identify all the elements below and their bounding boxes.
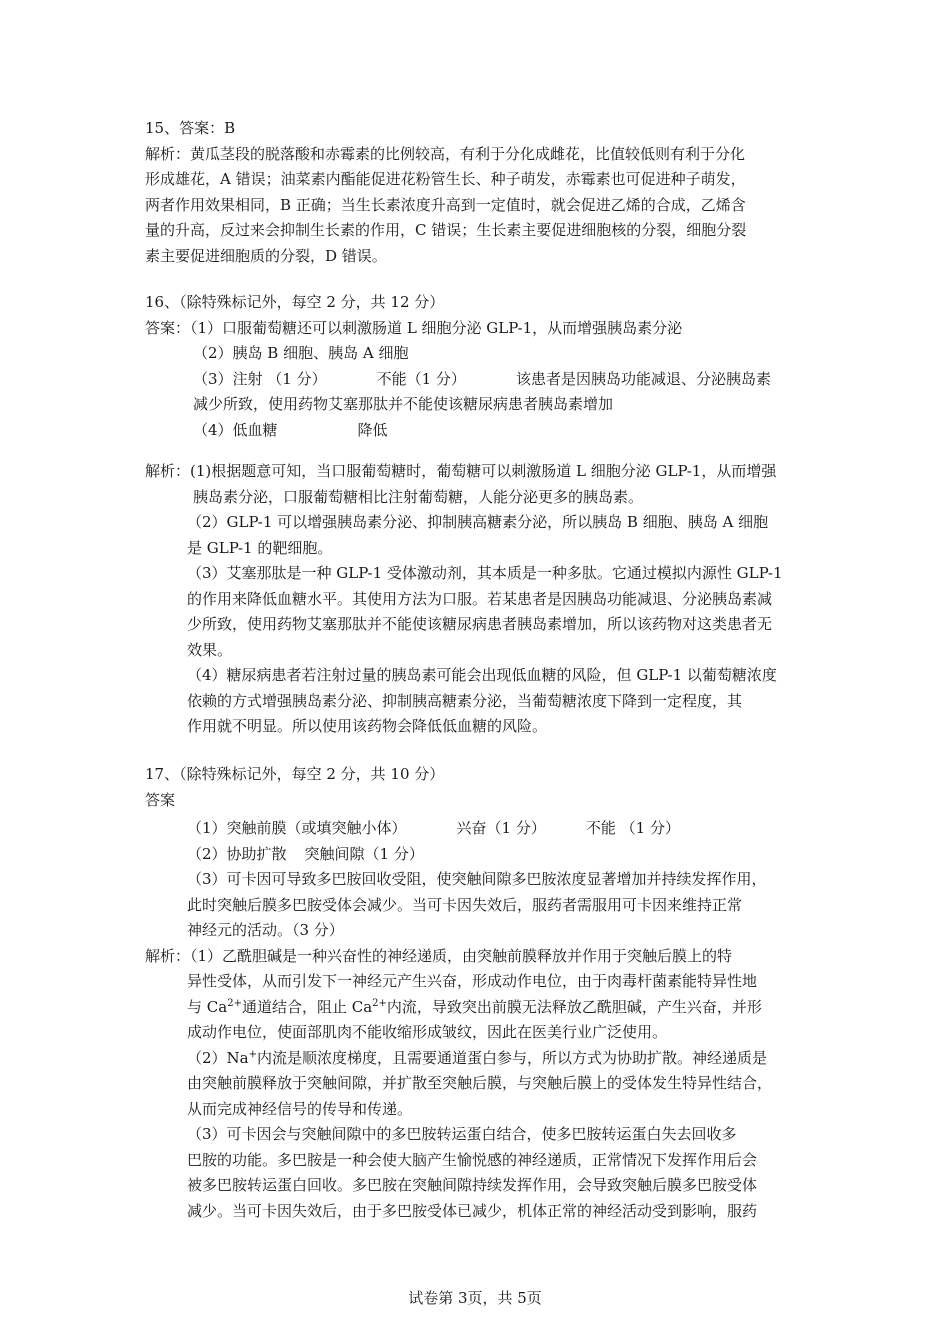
q16-analysis-line: （4）糖尿病患者若注射过量的胰岛素可能会出现低血糖的风险，但 GLP-1 以葡萄糖浓度 bbox=[187, 666, 777, 684]
q16-answer-4-blank-1: （4）低血糖 bbox=[193, 420, 278, 439]
q17-answer-2 bbox=[145, 842, 810, 868]
q17-answer-1 bbox=[145, 816, 810, 842]
q16-analysis-line: 依赖的方式增强胰岛素分泌、抑制胰高糖素分泌，当葡萄糖浓度下降到一定程度，其 bbox=[187, 691, 743, 710]
q16-analysis-line: 少所致，使用药物艾塞那肽并不能使该糖尿病患者胰岛素增加，所以该药物对这类患者无 bbox=[187, 615, 773, 633]
superscript: + bbox=[248, 1048, 258, 1060]
q16-analysis-line: 作用就不明显。所以使用该药物会降低低血糖的风险。 bbox=[187, 717, 548, 735]
q15-analysis-line: 形成雄花，A 错误；油菜素内酯能促进花粉管生长、种子萌发，赤霉素也可促进种子萌发， bbox=[145, 170, 746, 188]
page-footer: 试卷第 3页，共 5页 bbox=[408, 1289, 542, 1307]
superscript: 2+ bbox=[372, 997, 387, 1009]
question-17 bbox=[145, 762, 810, 1224]
q16-analysis-line: 的作用来降低血糖水平。其使用方法为口服。若某患者是因胰岛功能减退、分泌胰岛素减 bbox=[187, 589, 773, 608]
q15-analysis-line: 量的升高，反过来会抑制生长素的作用，C 错误；生长素主要促进细胞核的分裂，细胞分裂 bbox=[145, 221, 747, 239]
q17-answer-3-line: 此时突触后膜多巴胺受体会减少。当可卡因失效后，服药者需服用可卡因来维持正常 bbox=[187, 895, 743, 914]
q17-answer-2-blank-2: 突触间隙（1 分） bbox=[304, 844, 424, 863]
q15-analysis-line: 素主要促进细胞质的分裂，D 错误。 bbox=[145, 246, 387, 265]
q17-answer-2-blank-1: （2）协助扩散 bbox=[187, 844, 287, 863]
q16-answer-2: （2）胰岛 B 细胞、胰岛 A 细胞 bbox=[193, 344, 409, 362]
q17-analysis-line: （2）Na+内流是顺浓度梯度，且需要通道蛋白参与，所以方式为协助扩散。神经递质是 bbox=[187, 1048, 768, 1067]
q15-answer: 15、答案：B bbox=[145, 119, 236, 137]
q17-answer-1-blank-3: 不能 （1 分） bbox=[585, 819, 680, 837]
q17-answer-label: 答案 bbox=[145, 790, 176, 809]
q17-analysis-line: 巴胺的功能。多巴胺是一种会使大脑产生愉悦感的神经递质，正常情况下发挥作用后会 bbox=[187, 1150, 758, 1169]
q17-answer-3-line: 神经元的活动。（3 分） bbox=[187, 921, 344, 939]
q16-answer-3-blank-2: 不能（1 分） bbox=[376, 369, 466, 388]
q16-header: 16、（除特殊标记外，每空 2 分，共 12 分） bbox=[145, 293, 445, 311]
q16-analysis-line: （3）艾塞那肽是一种 GLP-1 受体激动剂，其本质是一种多肽。它通过模拟内源性 GLP-1 bbox=[187, 564, 783, 582]
superscript: 2+ bbox=[227, 997, 242, 1009]
q16-analysis-line: 效果。 bbox=[187, 640, 233, 659]
q17-analysis-line: （3）可卡因会与突触间隙中的多巴胺转运蛋白结合，使多巴胺转运蛋白失去回收多 bbox=[187, 1125, 737, 1143]
q17-analysis-line: 解析：（1）乙酰胆碱是一种兴奋性的神经递质，由突触前膜释放并作用于突触后膜上的特 bbox=[145, 946, 733, 965]
q16-analysis-line: 胰岛素分泌，口服葡萄糖相比注射葡萄糖，人能分泌更多的胰岛素。 bbox=[193, 487, 644, 506]
q17-analysis-line: 被多巴胺转运蛋白回收。多巴胺在突触间隙持续发挥作用，会导致突触后膜多巴胺受体 bbox=[187, 1176, 758, 1194]
q16-answer-1: 答案：（1）口服葡萄糖还可以刺激肠道 L 细胞分泌 GLP-1，从而增强胰岛素分泌 bbox=[145, 318, 683, 337]
q17-answer-1-blank-2: 兴奋（1 分） bbox=[456, 819, 546, 837]
q16-answer-4-blank-2: 降低 bbox=[357, 420, 388, 439]
q16-analysis-line: （2）GLP-1 可以增强胰岛素分泌、抑制胰高糖素分泌，所以胰岛 B 细胞、胰岛 A 细胞 bbox=[187, 513, 769, 531]
q16-answer-3-blank-3: 该患者是因胰岛功能减退、分泌胰岛素 bbox=[515, 369, 771, 388]
q17-analysis-line: 由突触前膜释放于突触间隙，并扩散至突触后膜，与突触后膜上的受体发生特异性结合， bbox=[187, 1074, 773, 1092]
q17-header: 17、（除特殊标记外，每空 2 分，共 10 分） bbox=[145, 765, 445, 783]
q15-analysis-line: 解析：黄瓜茎段的脱落酸和赤霉素的比例较高，有利于分化成雌花，比值较低则有利于分化 bbox=[145, 144, 746, 163]
q16-answer-4 bbox=[145, 418, 810, 444]
q17-analysis-line: 成动作电位，使面部肌肉不能收缩形成皱纹，因此在医美行业广泛使用。 bbox=[187, 1023, 668, 1041]
q16-answer-3-cont: 减少所致，使用药物艾塞那肽并不能使该糖尿病患者胰岛素增加 bbox=[193, 395, 614, 413]
q17-analysis-line: 减少。当可卡因失效后，由于多巴胺受体已减少，机体正常的神经活动受到影响，服药 bbox=[187, 1201, 758, 1220]
q17-answer-3-line: （3）可卡因可导致多巴胺回收受阻，使突触间隙多巴胺浓度显著增加并持续发挥作用， bbox=[187, 870, 767, 888]
q16-answer-3-blank-1: （3）注射 （1 分） bbox=[193, 369, 327, 388]
q16-analysis-line: 是 GLP-1 的靶细胞。 bbox=[187, 538, 333, 557]
q17-analysis-line: 从而完成神经信号的传导和传递。 bbox=[187, 1099, 413, 1118]
q17-answer-1-blank-1: （1）突触前膜（或填突触小体） bbox=[187, 819, 407, 837]
q16-answer-3 bbox=[145, 367, 810, 393]
q17-analysis-line: 与 $Ca^{2+}$通道结合，阻止 $Ca^{2+}$内流，导致突出前膜无法释放乙酰胆碱，产生兴奋，并形 bbox=[187, 997, 762, 1016]
question-16 bbox=[145, 290, 810, 740]
question-15 bbox=[145, 116, 810, 269]
q15-analysis-line: 两者作用效果相同，B 正确；当生长素浓度升高到一定值时，就会促进乙烯的合成，乙烯含 bbox=[145, 195, 746, 214]
q16-analysis-line: 解析：(1)根据题意可知，当口服葡萄糖时，葡萄糖可以刺激肠道 L 细胞分泌 GLP-1，从而增强 bbox=[145, 462, 777, 480]
q17-analysis-line: 异性受体，从而引发下一神经元产生兴奋，形成动作电位，由于肉毒杆菌素能特异性地 bbox=[187, 972, 758, 990]
